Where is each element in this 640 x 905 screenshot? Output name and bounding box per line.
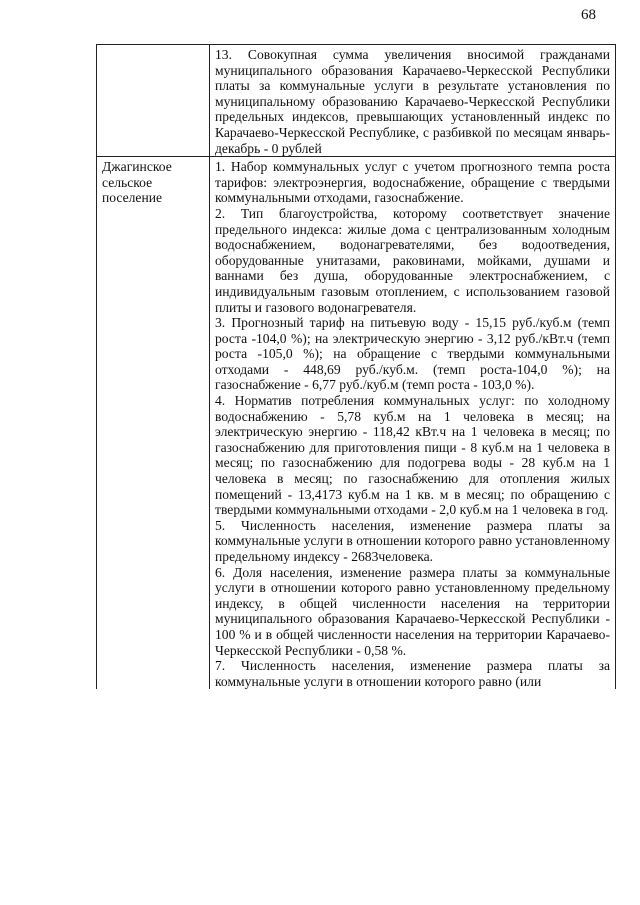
- paragraph-5-population-count: 5. Численность населения, изменение размера платы за коммунальные услуги в отношении которого равно установленному предельному индексу - 2683человека.: [215, 517, 610, 564]
- settlement-tariff-table: [96, 44, 616, 689]
- table-row-total-sum: [97, 45, 616, 157]
- paragraph-7-population-count-partial: 7. Численность населения, изменение размера платы за коммунальные услуги в отношении которого равно (или: [215, 658, 610, 689]
- paragraph-2-housing-type: 2. Тип благоустройства, которому соответствует значение предельного индекса: жилые дома с централизованным холодным водоснабжением, водонагревателями, без водоотведения, оборудованные унитазами, раковинами, мойками, душами и ваннами без душа, оборудованные электроснабжением, с индивидуальным газовым отоплением, с использованием газовой плиты и газового водонагревателя.: [215, 205, 610, 315]
- paragraph-3-forecast-tariffs: 3. Прогнозный тариф на питьевую воду - 15,15 руб./куб.м (темп роста -104,0 %); на электрическую энергию - 3,12 руб./кВт.ч (темп роста -105,0 %); на обращение с твердыми коммунальными отходами - 448,69 руб./куб.м. (темп роста-104,0 %); на газоснабжение - 6,77 руб./куб.м (темп роста - 103,0 %).: [215, 315, 610, 393]
- settlement-name-cell: Джагинское сельское поселение: [97, 157, 210, 690]
- table-row-dzhaginskoe: [97, 157, 616, 690]
- paragraph-1-services-set: 1. Набор коммунальных услуг с учетом прогнозного темпа роста тарифов: электроэнергия, водоснабжение, обращение с твердыми коммунальными отходами, газоснабжение.: [215, 159, 610, 206]
- paragraph-6-population-share: 6. Доля населения, изменение размера платы за коммунальные услуги в отношении которого равно установленному предельному индексу, в общей численности населения на территории муниципального образования Карачаево-Черкесской Республики - 100 % и в общей численности населения на территории Карачаево-Черкесской Республики - 0,58 %.: [215, 564, 610, 658]
- page-number: 68: [581, 7, 596, 23]
- details-cell: [210, 45, 616, 157]
- paragraph-4-consumption-norms: 4. Норматив потребления коммунальных услуг: по холодному водоснабжению - 5,78 куб.м на 1 человека в месяц; на электрическую энергию - 118,42 кВт.ч на 1 человека в месяц; по газоснабжению для приготовления пищи - 8 куб.м на 1 человека в месяц; по газоснабжению для подогрева воды - 28 куб.м на 1 человека в месяц; по газоснабжению для отопления жилых помещений - 13,4173 куб.м на 1 кв. м в месяц; по обращению с твердыми коммунальными отходами - 2,0 куб.м на 1 человека в год.: [215, 393, 610, 518]
- details-cell: [210, 157, 616, 690]
- paragraph-13-total-sum: 13. Совокупная сумма увеличения вносимой гражданами муниципального образования Карачаево-Черкесской Республики платы за коммунальные услуги в результате установления по муниципальному образованию Карачаево-Черкесской Республики предельных индексов, превышающих установленный индекс по Карачаево-Черкесской Республике, с разбивкой по месяцам январь-декабрь - 0 рублей: [215, 47, 610, 156]
- settlement-name-cell: [97, 45, 210, 157]
